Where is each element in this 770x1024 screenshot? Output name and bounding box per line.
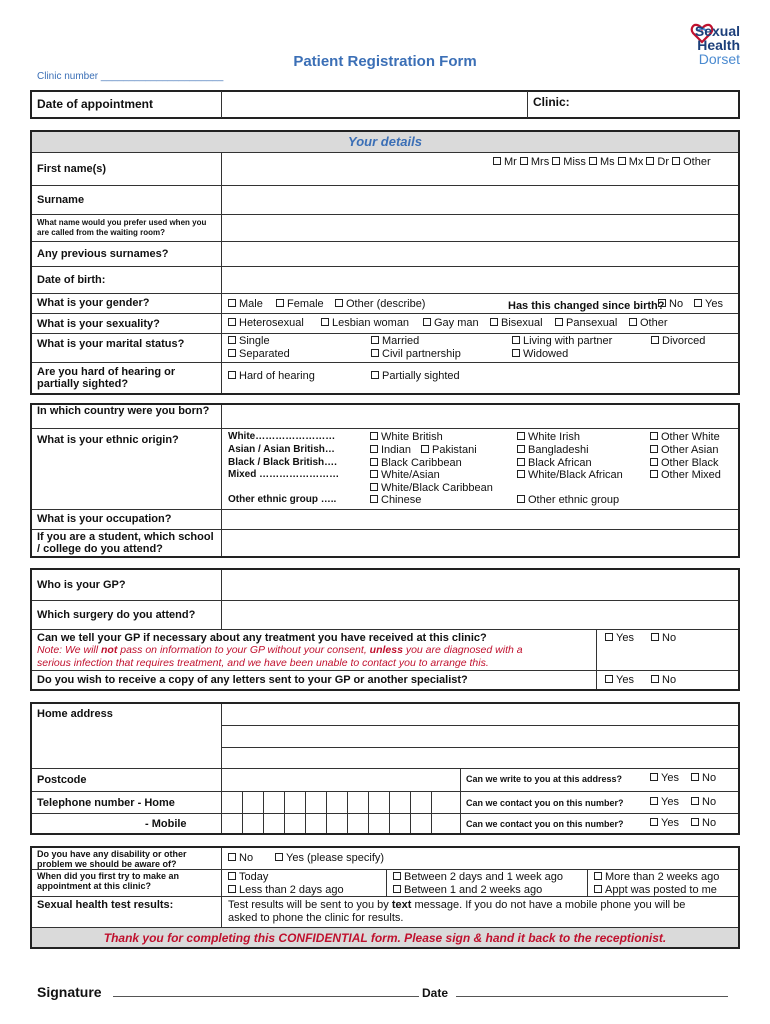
title-options: [493, 156, 711, 169]
phone-mobile-input[interactable]: [222, 814, 460, 833]
eth-other-mixed[interactable]: Other Mixed: [650, 469, 721, 482]
eth-bangladeshi[interactable]: Bangladeshi: [517, 444, 589, 457]
clinic-label: Clinic:: [533, 95, 570, 109]
home-address-label: Home address: [37, 708, 113, 720]
preferred-name-label: What name would you prefer used when you are called from the waiting room?: [37, 218, 207, 237]
surgery-label: Which surgery do you attend?: [37, 609, 196, 621]
phone-home-input[interactable]: [222, 792, 460, 813]
gp-label: Who is your GP?: [37, 579, 126, 591]
gender-changed-no[interactable]: No: [658, 298, 683, 311]
marital-single[interactable]: Single: [228, 335, 270, 348]
tell-gp-label: Can we tell your GP if necessary about any treatment you have received at this clinic?: [37, 632, 487, 644]
sexuality-gay[interactable]: Gay man: [423, 317, 479, 330]
your-details-title: Your details: [348, 134, 422, 149]
first-try-2days-1week[interactable]: Between 2 days and 1 week ago: [393, 871, 563, 884]
results-text: Test results will be sent to you by text message. If you do not have a mobile phone you will be: [228, 899, 686, 911]
ethnic-origin-label: What is your ethnic origin?: [37, 434, 179, 446]
group-white: White……………………: [228, 431, 336, 442]
copy-letters-label: Do you wish to receive a copy of any letters sent to your GP or another specialist?: [37, 674, 468, 686]
eth-black-caribbean[interactable]: Black Caribbean: [370, 457, 462, 470]
page-title: Patient Registration Form: [293, 53, 477, 70]
first-try-label: When did you first try to make an appointment at this clinic?: [37, 871, 180, 891]
sexuality-bisexual[interactable]: Bisexual: [490, 317, 543, 330]
phone-home-label: Telephone number - Home: [37, 797, 175, 809]
title-other[interactable]: Other: [672, 156, 711, 168]
marital-civil-partnership[interactable]: Civil partnership: [371, 348, 461, 361]
contact-home-yes[interactable]: Yes: [650, 796, 679, 809]
hearing-hard[interactable]: Hard of hearing: [228, 370, 315, 383]
gender-other[interactable]: Other (describe): [335, 298, 425, 311]
home-address-input[interactable]: [223, 704, 737, 767]
signature-line[interactable]: [113, 996, 419, 997]
group-asian: Asian / Asian British…: [228, 444, 335, 455]
thanks-message: Thank you for completing this CONFIDENTIAL form. Please sign & hand it back to the receptionist.: [103, 931, 667, 945]
sexuality-other[interactable]: Other: [629, 317, 668, 330]
write-address-yes[interactable]: Yes: [650, 772, 679, 785]
results-label: Sexual health test results:: [37, 899, 174, 911]
eth-chinese[interactable]: Chinese: [370, 494, 421, 507]
title-mx[interactable]: Mx: [618, 156, 644, 168]
eth-other-group[interactable]: Other ethnic group: [517, 494, 619, 507]
marital-divorced[interactable]: Divorced: [651, 335, 705, 348]
write-address-no[interactable]: No: [691, 772, 716, 785]
gender-changed-yes[interactable]: Yes: [694, 298, 723, 311]
contact-mobile-yes[interactable]: Yes: [650, 817, 679, 830]
disability-label: Do you have any disability or other problem we should be aware of?: [37, 849, 187, 869]
gp-note-line2: serious infection that requires treatment, and we have been unable to contact you to arrange this.: [37, 657, 489, 669]
sexuality-lesbian[interactable]: Lesbian woman: [321, 317, 409, 330]
title-ms[interactable]: Ms: [589, 156, 615, 168]
group-black: Black / Black British….: [228, 457, 337, 468]
first-try-1-2-weeks[interactable]: Between 1 and 2 weeks ago: [393, 884, 542, 897]
hearing-label: Are you hard of hearing or partially sighted?: [37, 366, 176, 390]
surname-label: Surname: [37, 194, 85, 206]
gp-note: Note: We will not pass on information to your GP without your consent, unless you are diagnosed with a: [37, 644, 523, 656]
student-label: If you are a student, which school / college do you attend?: [37, 531, 214, 555]
tell-gp-no[interactable]: No: [651, 632, 676, 645]
eth-white-asian[interactable]: White/Asian: [370, 469, 440, 482]
postcode-label: Postcode: [37, 774, 87, 786]
write-address-q: Can we write to you at this address?: [466, 774, 623, 784]
contact-mobile-no[interactable]: No: [691, 817, 716, 830]
title-dr[interactable]: Dr: [646, 156, 669, 168]
country-born-label: In which country were you born?: [37, 405, 210, 417]
tell-gp-yes[interactable]: Yes: [605, 632, 634, 645]
logo-line1: Sexual: [694, 23, 740, 39]
title-miss[interactable]: Miss: [552, 156, 586, 168]
dob-label: Date of birth:: [37, 274, 106, 286]
previous-surnames-label: Any previous surnames?: [37, 248, 169, 260]
gender-changed-label: Has this changed since birth?: [508, 300, 665, 312]
first-try-less-2-days[interactable]: Less than 2 days ago: [228, 884, 344, 897]
eth-white-british[interactable]: White British: [370, 431, 443, 444]
logo-line3: Dorset: [698, 51, 740, 67]
eth-pakistani[interactable]: Pakistani: [421, 444, 477, 457]
gender-male[interactable]: Male: [228, 298, 263, 311]
copy-letters-no[interactable]: No: [651, 674, 676, 687]
eth-white-black-caribbean[interactable]: White/Black Caribbean: [370, 482, 493, 495]
logo-line2: Health: [697, 37, 740, 53]
contact-home-no[interactable]: No: [691, 796, 716, 809]
results-text-line2: asked to phone the clinic for results.: [228, 912, 404, 924]
group-other: Other ethnic group …..: [228, 494, 337, 505]
sexuality-pansexual[interactable]: Pansexual: [555, 317, 617, 330]
eth-other-black[interactable]: Other Black: [650, 457, 718, 470]
phone-mobile-label: - Mobile: [145, 818, 187, 830]
first-try-today[interactable]: Today: [228, 871, 268, 884]
disability-no[interactable]: No: [228, 852, 253, 865]
date-label: Date: [422, 986, 449, 1000]
title-mrs[interactable]: Mrs: [520, 156, 549, 168]
eth-other-white[interactable]: Other White: [650, 431, 720, 444]
group-mixed: Mixed ……………………: [228, 469, 340, 480]
first-names-label: First name(s): [37, 163, 107, 175]
sexuality-label: What is your sexuality?: [37, 318, 160, 330]
logo: [680, 24, 740, 66]
signature-label: Signature: [37, 984, 102, 1000]
eth-other-asian[interactable]: Other Asian: [650, 444, 718, 457]
disability-yes[interactable]: Yes (please specify): [275, 852, 384, 865]
hearing-sighted[interactable]: Partially sighted: [371, 370, 460, 383]
marital-separated[interactable]: Separated: [228, 348, 290, 361]
contact-home-q: Can we contact you on this number?: [466, 798, 624, 808]
copy-letters-yes[interactable]: Yes: [605, 674, 634, 687]
date-of-appointment-label: Date of appointment: [37, 97, 153, 111]
eth-black-african[interactable]: Black African: [517, 457, 592, 470]
marital-widowed[interactable]: Widowed: [512, 348, 568, 361]
clinic-number-field[interactable]: Clinic number ______________________: [37, 71, 224, 82]
gender-label: What is your gender?: [37, 297, 150, 309]
date-of-appointment-input[interactable]: [223, 92, 525, 117]
gender-female[interactable]: Female: [276, 298, 324, 311]
occupation-label: What is your occupation?: [37, 513, 172, 525]
marital-married[interactable]: Married: [371, 335, 419, 348]
first-try-more-2-weeks[interactable]: More than 2 weeks ago: [594, 871, 719, 884]
title-mr[interactable]: Mr: [493, 156, 517, 168]
first-try-posted[interactable]: Appt was posted to me: [594, 884, 717, 897]
contact-mobile-q: Can we contact you on this number?: [466, 819, 624, 829]
marital-label: What is your marital status?: [37, 338, 185, 350]
sexuality-heterosexual[interactable]: Heterosexual: [228, 317, 304, 330]
eth-indian[interactable]: Indian: [370, 444, 411, 457]
date-line[interactable]: [456, 996, 728, 997]
eth-white-black-african[interactable]: White/Black African: [517, 469, 623, 482]
marital-living-partner[interactable]: Living with partner: [512, 335, 612, 348]
eth-white-irish[interactable]: White Irish: [517, 431, 580, 444]
